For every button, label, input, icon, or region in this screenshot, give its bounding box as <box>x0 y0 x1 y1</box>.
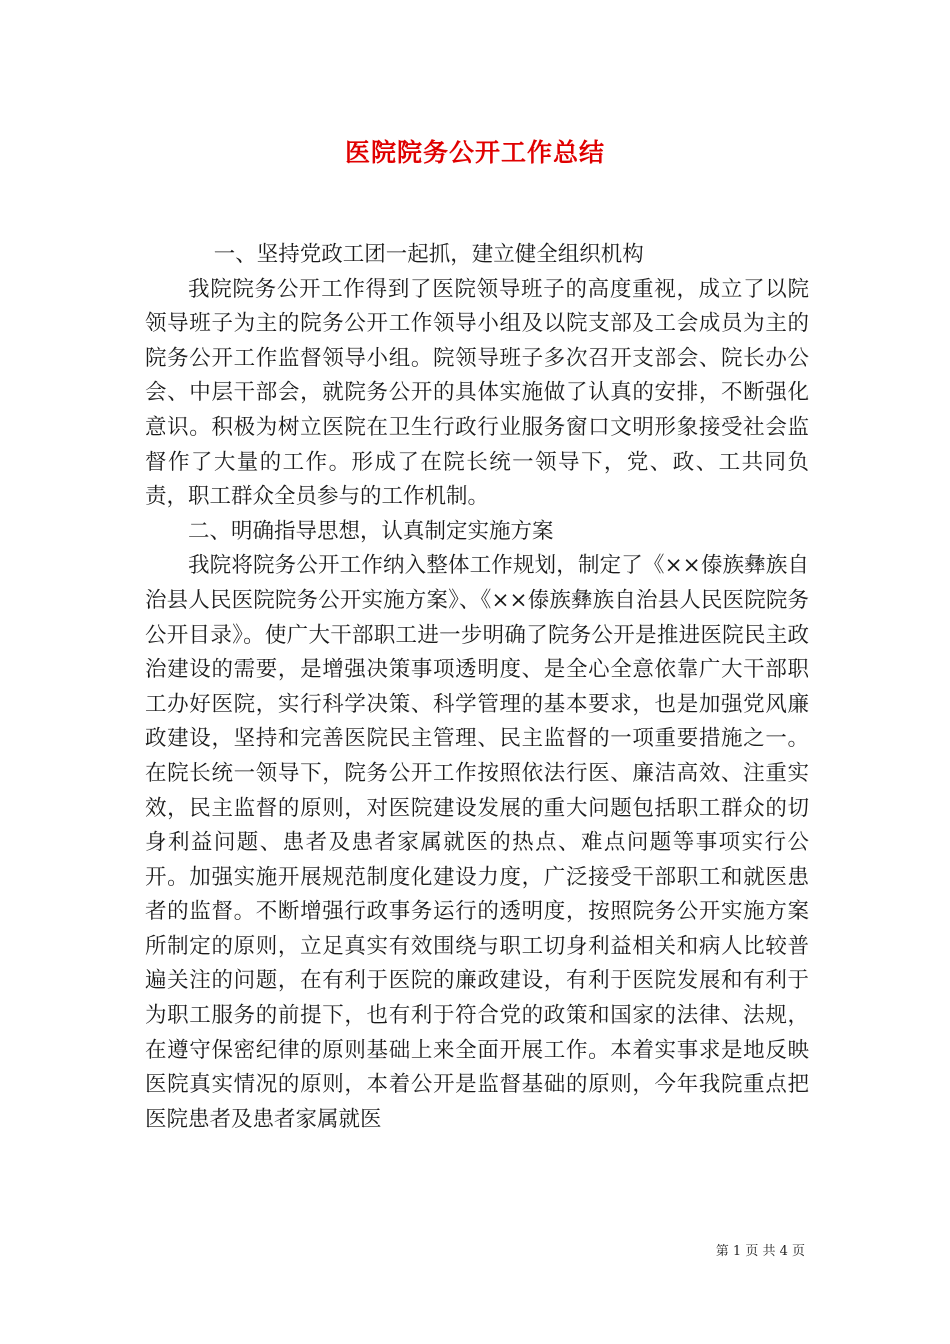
document-body <box>145 238 809 1137</box>
page-number: 第 1 页 共 4 页 <box>715 1244 805 1259</box>
section-heading-1: 一、坚持党政工团一起抓，建立健全组织机构 <box>213 242 644 267</box>
paragraph-1: 我院院务公开工作得到了医院领导班子的高度重视，成立了以院领导班子为主的院务公开工作领导小组及以院支部及工会成员为主的院务公开工作监督领导小组。院领导班子多次召开支部会、院长办公会、中层干部会，就院务公开的具体实施做了认真的安排，不断强化意识。积极为树立医院在卫生行政行业服务窗口文明形象接受社会监督作了大量的工作。形成了在院长统一领导下，党、政、工共同负责，职工群众全员参与的工作机制。 <box>145 276 809 510</box>
section-heading-2: 二、明确指导思想，认真制定实施方案 <box>188 518 554 544</box>
paragraph-2: 我院将院务公开工作纳入整体工作规划，制定了《××傣族彝族自治县人民医院院务公开实施方案》、《××傣族彝族自治县人民医院院务公开目录》。使广大干部职工进一步明确了院务公开是推进医院民主政治建设的需要，是增强决策事项透明度、是全心全意依靠广大干部职工办好医院，实行科学决策、科学管理的基本要求，也是加强党风廉政建设，坚持和完善医院民主管理、民主监督的一项重要措施之一。在院长统一领导下，院务公开工作按照依法行医、廉洁高效、注重实效，民主监督的原则，对医院建设发展的重大问题包括职工群众的切身利益问题、患者及患者家属就医的热点、难点问题等事项实行公开。加强实施开展规范制度化建设力度，广泛接受干部职工和就医患者的监督。不断增强行政事务运行的透明度，按照院务公开实施方案所制定的原则，立足真实有效围绕与职工切身利益相关和病人比较普遍关注的问题，在有利于医院的廉政建设，有利于医院发展和有利于为职工服务的前提下，也有利于符合党的政策和国家的法律、法规，在遵守保密纪律的原则基础上来全面开展工作。本着实事求是地反映医院真实情况的原则，本着公开是监督基础的原则，今年我院重点把医院患者及患者家属就医 <box>145 553 809 1132</box>
document-title: 医院院务公开工作总结 <box>344 138 605 167</box>
